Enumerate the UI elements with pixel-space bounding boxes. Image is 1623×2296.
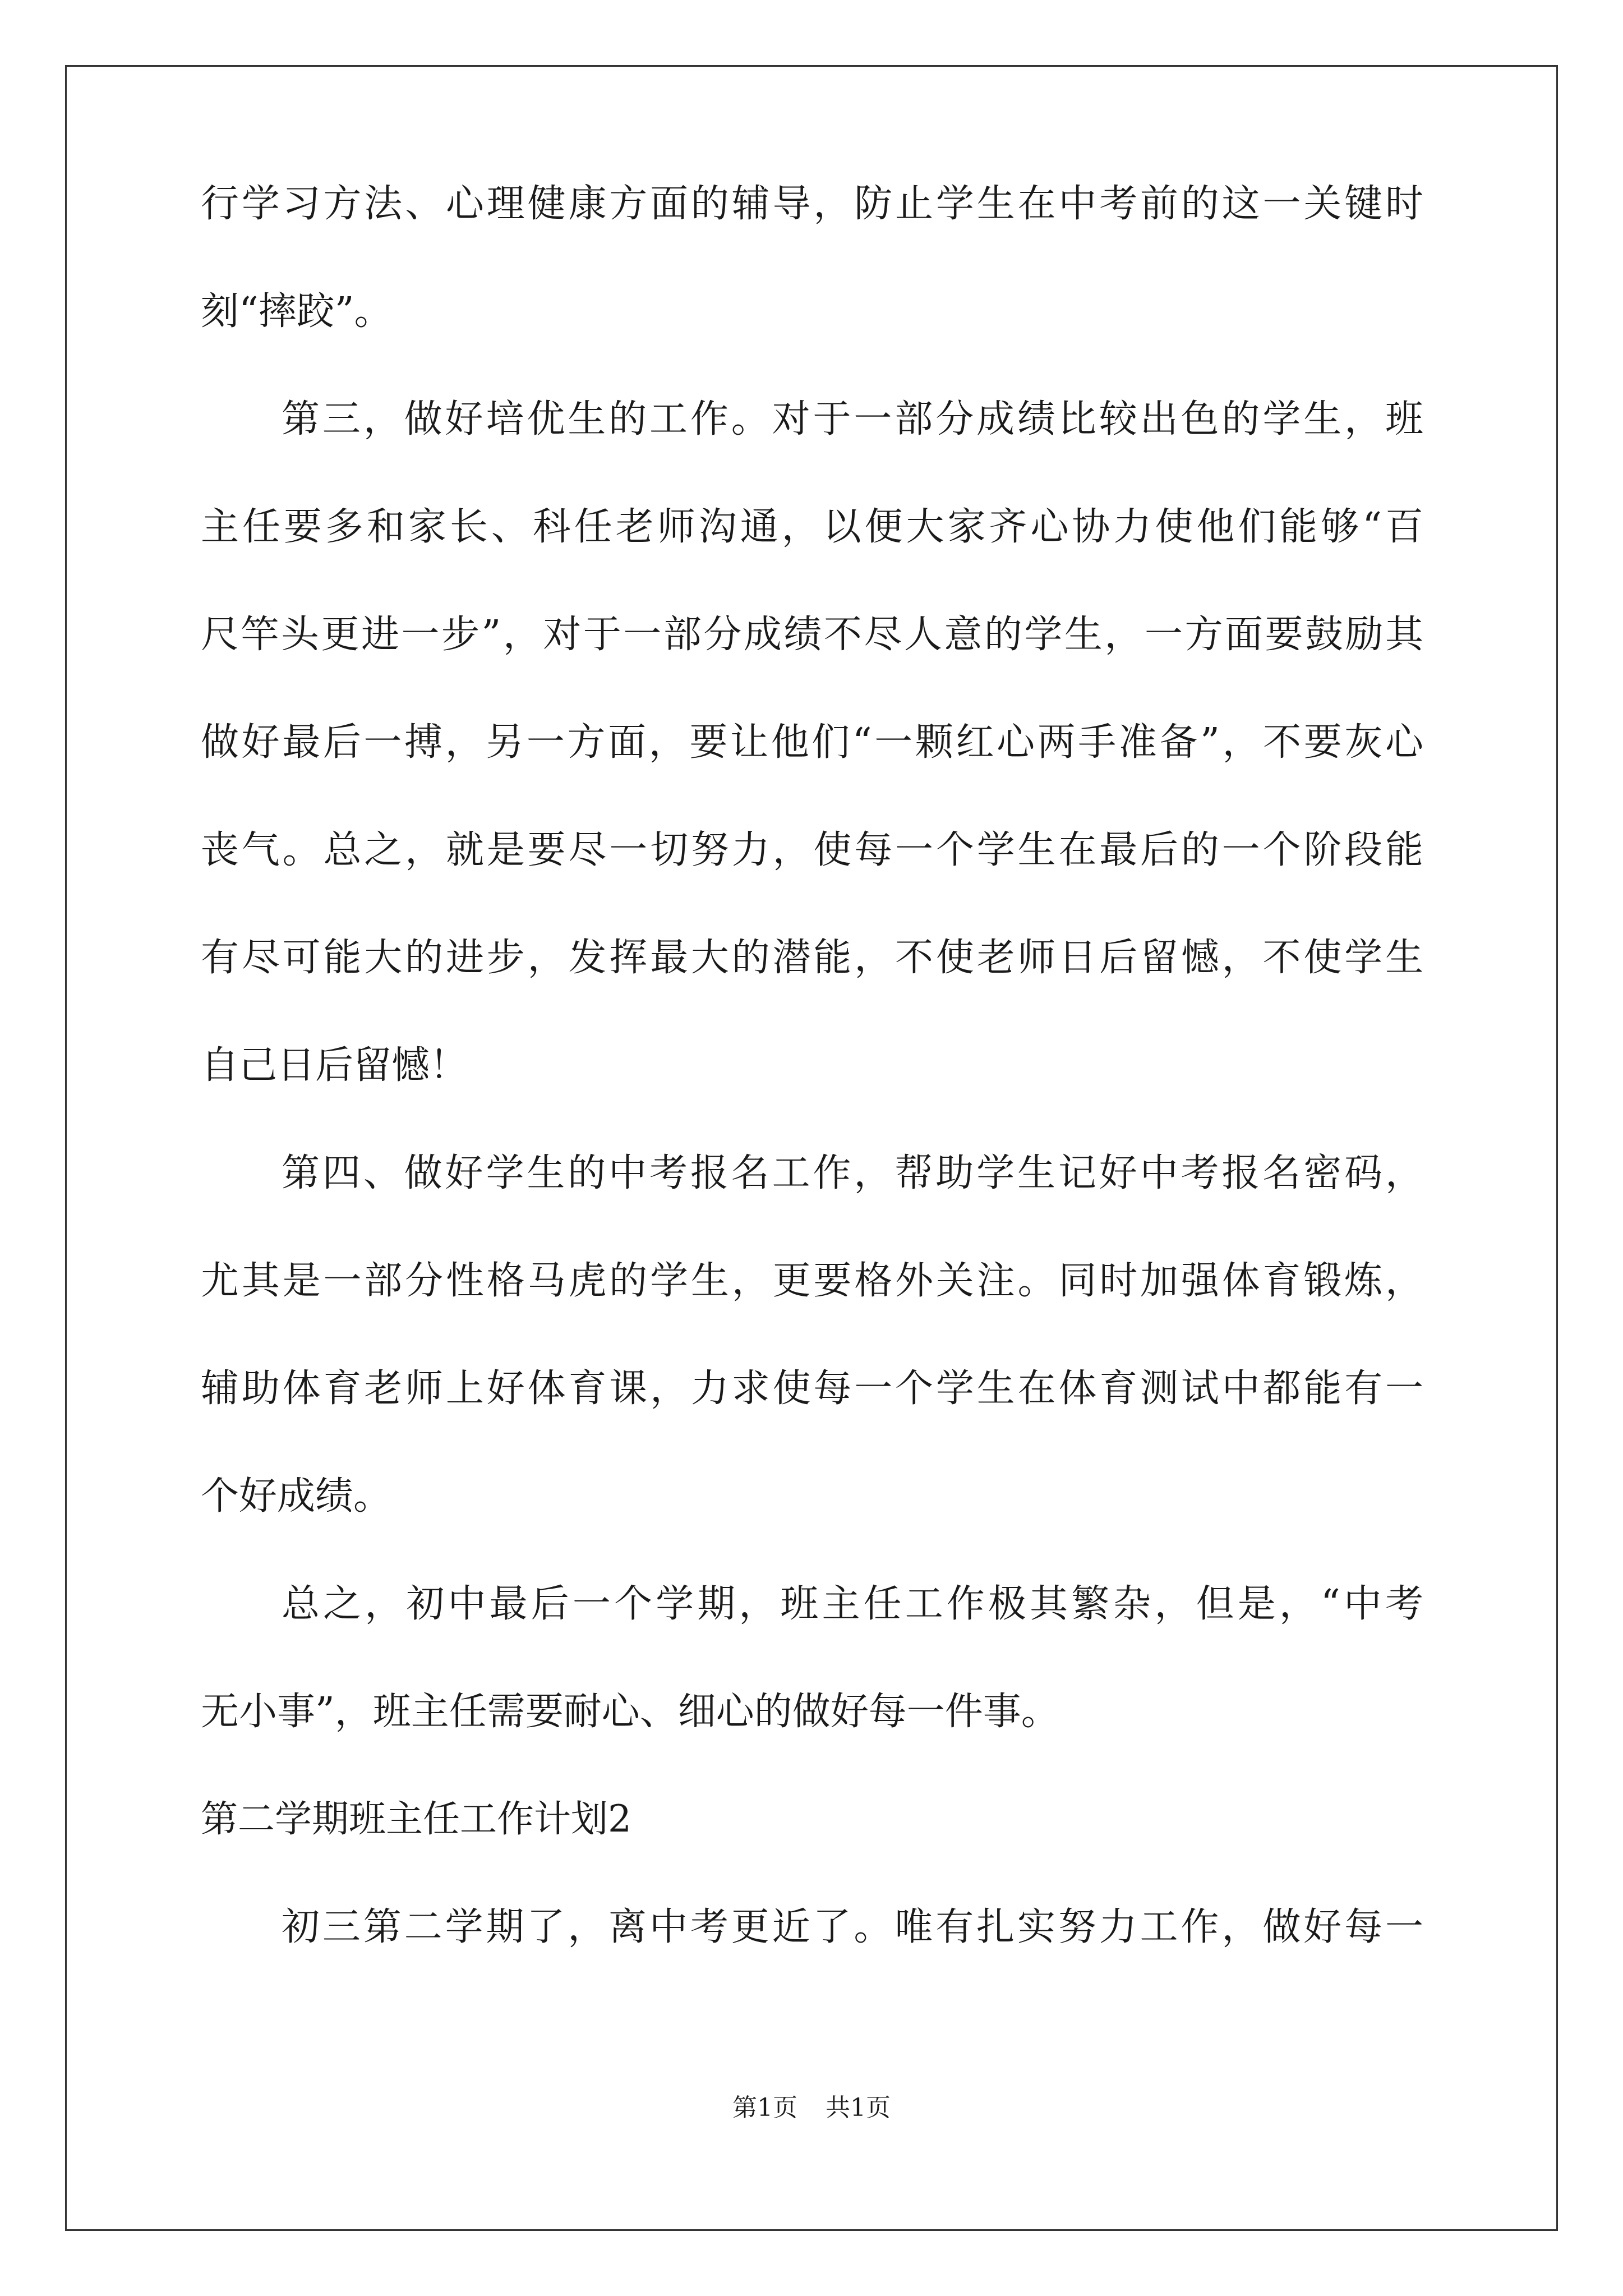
- paragraph-start-line: 第四、做好学生的中考报名工作，帮助学生记好中考报名密码，: [282, 1151, 1423, 1195]
- text-line: 刻“摔跤”。: [201, 289, 393, 334]
- text-line: 丧气。总之，就是要尽一切努力，使每一个学生在最后的一个阶段能: [201, 828, 1423, 872]
- text-line: 行学习方法、心理健康方面的辅导，防止学生在中考前的这一关键时: [201, 182, 1423, 226]
- text-line: 有尽可能大的进步，发挥最大的潜能，不使老师日后留憾，不使学生: [201, 936, 1423, 980]
- page-number: 第1页: [732, 2093, 797, 2122]
- text-line: 辅助体育老师上好体育课，力求使每一个学生在体育测试中都能有一: [201, 1366, 1423, 1411]
- text-line: 无小事”，班主任需要耐心、细心的做好每一件事。: [201, 1690, 1059, 1734]
- page-total: 共1页: [826, 2093, 891, 2122]
- text-line: 尺竿头更进一步”，对于一部分成绩不尽人意的学生，一方面要鼓励其: [201, 613, 1423, 657]
- text-line: 自己日后留憾！: [201, 1043, 468, 1088]
- paragraph-start-line: 第三，做好培优生的工作。对于一部分成绩比较出色的学生，班: [282, 397, 1423, 441]
- page-footer: [0, 2093, 1623, 2122]
- paragraph-start-line: 总之，初中最后一个学期，班主任工作极其繁杂，但是，“中考: [282, 1582, 1423, 1626]
- text-line: 主任要多和家长、科任老师沟通，以便大家齐心协力使他们能够“百: [201, 505, 1423, 549]
- section-heading: 第二学期班主任工作计划2: [201, 1797, 631, 1841]
- text-line: 做好最后一搏，另一方面，要让他们“一颗红心两手准备”，不要灰心: [201, 720, 1423, 765]
- text-line: 个好成绩。: [201, 1474, 392, 1519]
- text-line: 尤其是一部分性格马虎的学生，更要格外关注。同时加强体育锻炼，: [201, 1259, 1423, 1303]
- paragraph-start-line: 初三第二学期了，离中考更近了。唯有扎实努力工作，做好每一: [282, 1905, 1423, 1949]
- document-body: [201, 182, 1423, 2016]
